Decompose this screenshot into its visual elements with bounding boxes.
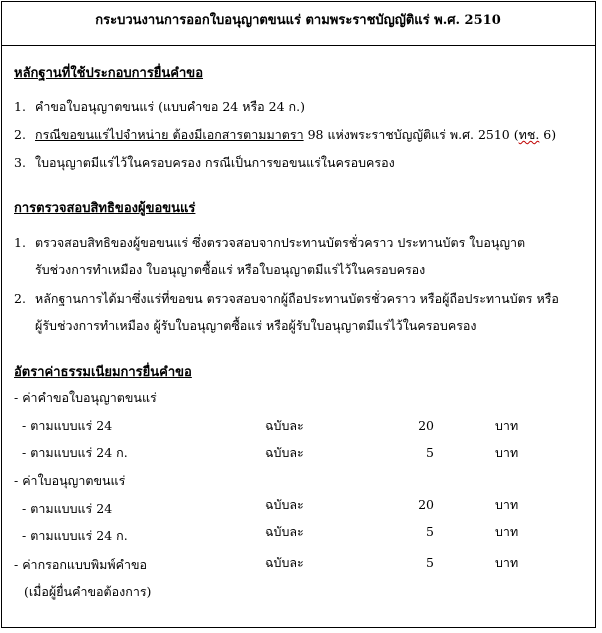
fee-row-per: ฉบับละ xyxy=(265,524,304,539)
list-item xyxy=(35,129,556,142)
list-item-number: 1. xyxy=(14,99,26,114)
underlined-text: กรณีขอขนแร่ไปจำหน่าย ต้องมีเอกสารตามมาตรา xyxy=(35,127,304,142)
list-item-line: ผู้รับช่วงการทำเหมือง ผู้รับใบอนุญาตซื้อแร่ หรือผู้รับใบอนุญาตมีแร่ไว้ในครอบครอง xyxy=(35,318,477,333)
page-title: กระบวนงานการออกใบอนุญาตขนแร่ ตามพระราชบัญญัติแร่ พ.ศ. 2510 xyxy=(95,13,501,28)
fee-row-unit: บาท xyxy=(495,497,519,512)
fee-row-unit: บาท xyxy=(495,555,519,570)
title-divider xyxy=(2,45,595,46)
fee-row-amount: 20 xyxy=(418,497,434,512)
fee-row-unit: บาท xyxy=(495,524,519,539)
fee-row-per: ฉบับละ xyxy=(265,418,304,433)
fee-row-per: ฉบับละ xyxy=(265,555,304,570)
section-heading-evidence: หลักฐานที่ใช้ประกอบการยื่นคำขอ xyxy=(14,66,204,81)
fee-row-label: - ค่ากรอกแบบพิมพ์คำขอ xyxy=(14,557,148,572)
list-item-line: รับช่วงการทำเหมือง ใบอนุญาตซื้อแร่ หรือใบอนุญาตมีแร่ไว้ในครอบครอง xyxy=(35,262,426,277)
list-item-line: ตรวจสอบสิทธิของผู้ขอขนแร่ ซึ่งตรวจสอบจากประทานบัตรชั่วคราว ประทานบัตร ใบอนุญาต xyxy=(35,235,526,250)
fee-row-label: - ตามแบบแร่ 24 ก. xyxy=(22,528,128,543)
fee-row-unit: บาท xyxy=(495,445,519,460)
fee-row-amount: 5 xyxy=(426,445,434,460)
list-item-number: 3. xyxy=(14,155,26,170)
list-item-line: หลักฐานการได้มาซึ่งแร่ที่ขอขน ตรวจสอบจากผู้ถือประทานบัตรชั่วคราว หรือผู้ถือประทานบัตร หรือ xyxy=(35,291,559,306)
fee-group-label: - ค่าคำขอใบอนุญาตขนแร่ xyxy=(14,390,157,405)
list-item-text: 98 แห่งพระราชบัญญัติแร่ พ.ศ. 2510 ( xyxy=(303,127,519,142)
section-heading-fees: อัตราค่าธรรมเนียมการยื่นคำขอ xyxy=(14,365,192,380)
list-item-number: 2. xyxy=(14,291,26,306)
fee-row-label: - ตามแบบแร่ 24 xyxy=(22,418,113,433)
fee-note: (เมื่อผู้ยื่นคำขอต้องการ) xyxy=(24,584,152,599)
list-item: คำขอใบอนุญาตขนแร่ (แบบคำขอ 24 หรือ 24 ก.) xyxy=(35,99,305,114)
fee-row-per: ฉบับละ xyxy=(265,445,304,460)
fee-row-per: ฉบับละ xyxy=(265,497,304,512)
list-item-text-end: 6) xyxy=(539,127,557,142)
fee-row-label: - ตามแบบแร่ 24 ก. xyxy=(22,445,128,460)
list-item-number: 1. xyxy=(14,235,26,250)
fee-row-amount: 5 xyxy=(426,524,434,539)
fee-row-amount: 20 xyxy=(418,418,434,433)
fee-row-unit: บาท xyxy=(495,418,519,433)
list-item: ใบอนุญาตมีแร่ไว้ในครอบครอง กรณีเป็นการขอขนแร่ในครอบครอง xyxy=(35,155,395,170)
section-heading-verification: การตรวจสอบสิทธิของผู้ขอขนแร่ xyxy=(14,201,196,216)
fee-row-amount: 5 xyxy=(426,555,434,570)
fee-group-label: - ค่าใบอนุญาตขนแร่ xyxy=(14,473,126,488)
spellcheck-text: ทช. xyxy=(518,127,540,142)
list-item-number: 2. xyxy=(14,127,26,142)
fee-row-label: - ตามแบบแร่ 24 xyxy=(22,501,113,516)
